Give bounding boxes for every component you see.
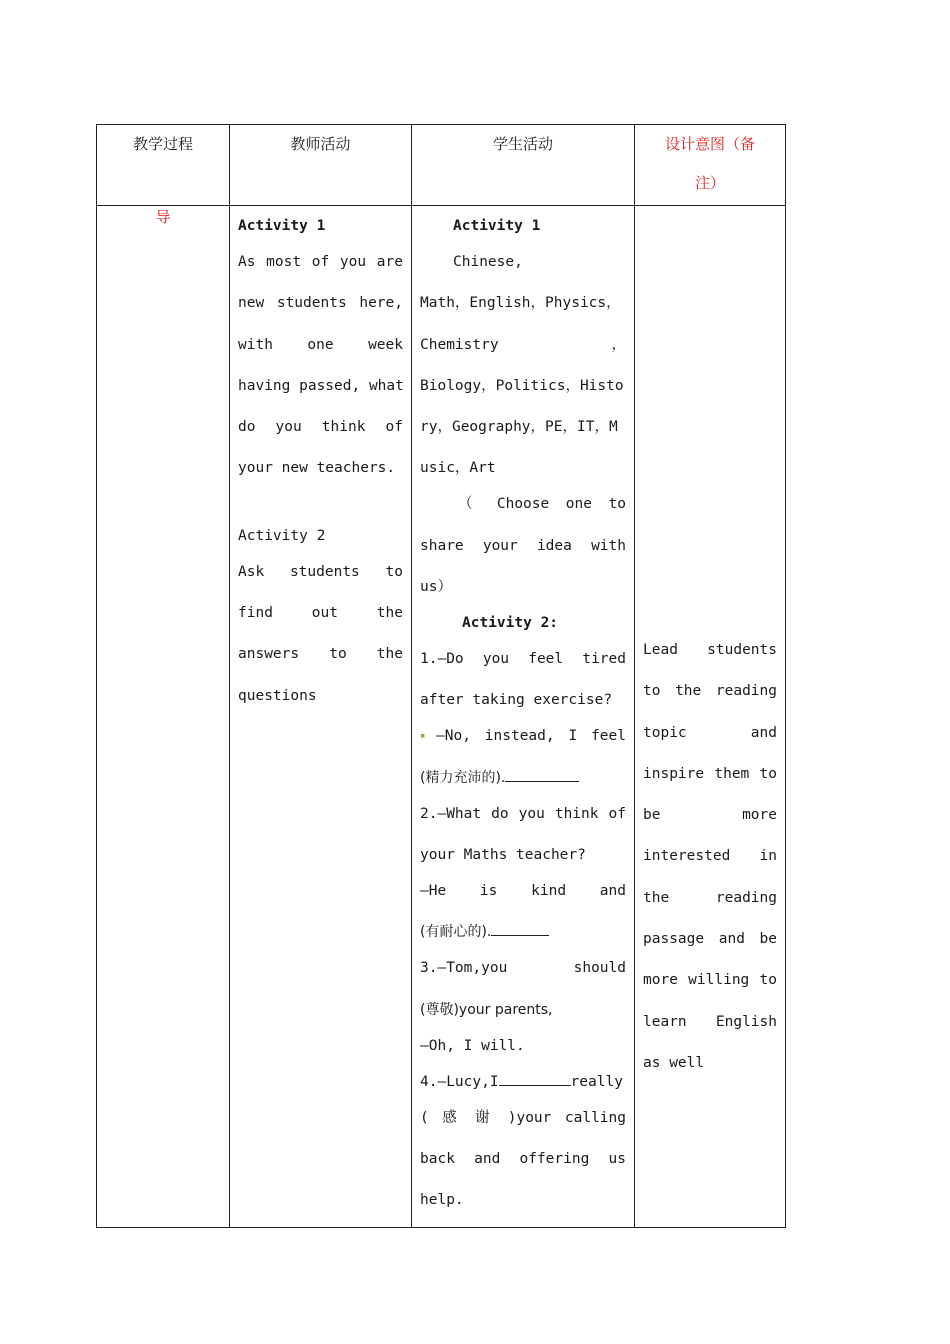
header-teacher-activity: 教师活动: [230, 125, 412, 206]
student-line: ▪ —No, instead, I feel: [420, 722, 626, 763]
notes-line: more willing to: [643, 972, 777, 989]
teacher-activity-cell: [230, 206, 412, 1228]
notes-line: to the reading: [643, 683, 777, 700]
teacher-line: questions: [238, 687, 317, 704]
student-line-text: (有耐心的).: [420, 924, 492, 941]
notes-line: passage and be: [643, 931, 777, 948]
notes-line: Lead students: [643, 642, 777, 658]
header-design-intent-line1: 设计意图（备: [664, 135, 755, 153]
teacher-line: As most of you are: [238, 254, 403, 270]
student-line: help.: [420, 1192, 464, 1209]
student-line-text: (精力充沛的).: [420, 769, 506, 786]
student-line: ry，Geography，PE，IT，M: [420, 419, 618, 436]
student-line: Math，English，Physics，: [420, 295, 621, 312]
notes-line: topic and: [643, 724, 777, 741]
teacher-line: with one week: [238, 336, 403, 353]
student-line: after taking exercise?: [420, 692, 613, 709]
teacher-activity2-title: Activity 2: [238, 527, 326, 544]
student-line-text: 4.—Lucy,I: [420, 1073, 499, 1090]
answer-blank: [505, 765, 579, 782]
student-line: Chinese,: [453, 254, 523, 270]
answer-blank: [491, 919, 549, 936]
student-line: （ Choose one to: [458, 496, 626, 513]
notes-line: inspire them to: [643, 765, 777, 782]
teacher-line: new students here,: [238, 295, 403, 312]
student-line: your Maths teacher?: [420, 846, 586, 863]
header-design-intent: [635, 125, 786, 206]
student-line: [420, 1068, 626, 1104]
student-line: [420, 918, 626, 954]
student-line-text: (尊敬)your parents,: [420, 1001, 553, 1018]
student-line: Biology，Politics，Histo: [420, 377, 624, 394]
teacher-line: Ask students to: [238, 563, 403, 580]
student-line: 1.—Do you feel tired: [420, 651, 626, 668]
student-line-text: —No, instead, I feel: [436, 728, 626, 745]
notes-line: be more: [643, 807, 777, 824]
teacher-line: answers to the: [238, 646, 403, 663]
student-line: —Oh, I will.: [420, 1037, 525, 1054]
teacher-line: find out the: [238, 605, 403, 622]
header-row: [97, 125, 786, 206]
student-line-text: really: [570, 1073, 623, 1090]
student-line: [420, 996, 626, 1032]
design-intent-cell: [635, 206, 786, 1228]
student-line: back and offering us: [420, 1150, 626, 1167]
stage-cell: [97, 206, 230, 1228]
teacher-activity1-title: Activity 1: [238, 218, 326, 234]
notes-line: the reading: [643, 889, 777, 906]
student-activity1-title: Activity 1: [453, 218, 541, 234]
student-line: [420, 764, 626, 800]
teacher-line: having passed, what: [238, 377, 404, 394]
notes-line: as well: [643, 1054, 705, 1071]
notes-line: interested in: [643, 848, 777, 865]
header-teaching-process: 教学过程: [97, 125, 230, 206]
student-line: 2.—What do you think of: [420, 805, 626, 822]
answer-blank: [499, 1069, 571, 1086]
student-line: Chemistry ，: [420, 336, 626, 353]
teacher-line: your new teachers.: [238, 460, 396, 477]
header-design-intent-line2: 注）: [694, 174, 725, 192]
teacher-line: do you think of: [238, 419, 403, 436]
lesson-plan-table: [96, 124, 786, 1228]
student-activity2-title: Activity 2:: [462, 615, 559, 632]
header-student-activity: 学生活动: [412, 125, 635, 206]
student-activity-cell: [412, 206, 635, 1228]
stage-label: 导: [155, 208, 171, 226]
content-row: [97, 206, 786, 1228]
student-line: —He is kind and: [420, 882, 626, 899]
student-line: us）: [420, 579, 452, 596]
student-line: usic，Art: [420, 460, 496, 477]
student-line: 3.—Tom,you should: [420, 960, 626, 977]
notes-line: learn English: [643, 1013, 777, 1030]
student-line: ( 感 谢 )your calling: [420, 1109, 626, 1126]
student-line: share your idea with: [420, 537, 626, 554]
